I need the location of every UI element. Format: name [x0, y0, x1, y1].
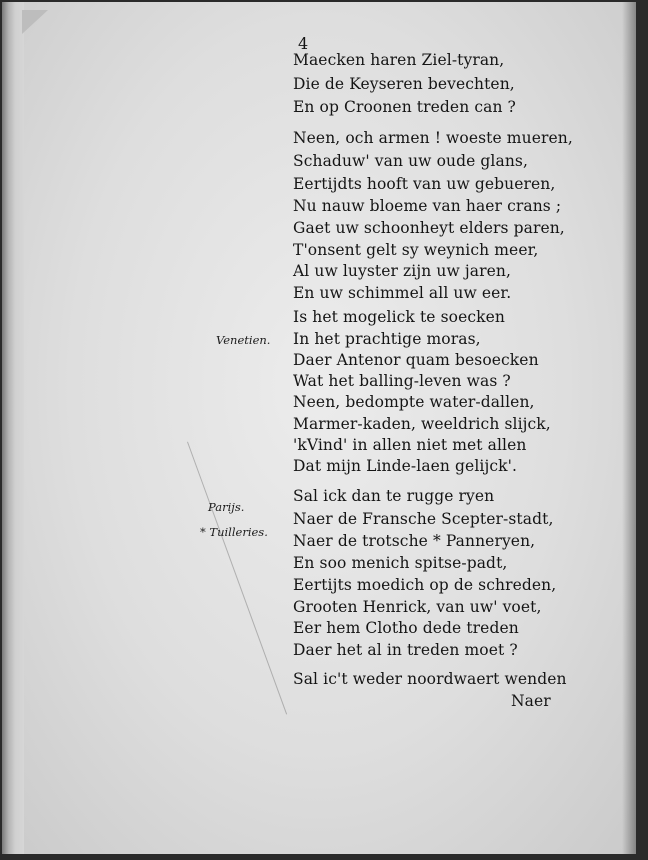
verse-line: Is het mogelick te soecken: [293, 308, 505, 326]
verse-line: Naer de Fransche Scepter-stadt,: [293, 510, 554, 528]
verse-line: Daer Antenor quam besoecken: [293, 351, 539, 369]
catchword: Naer: [511, 692, 551, 710]
verse-line: Sal ic't weder noordwaert wenden: [293, 670, 567, 688]
verse-line: Nu nauw bloeme van haer crans ;: [293, 197, 562, 215]
margin-note-parijs: Parijs.: [208, 500, 245, 514]
verse-line: Neen, bedompte water-dallen,: [293, 393, 535, 411]
verse-line: Dat mijn Linde-laen gelijck'.: [293, 457, 518, 475]
book-page: [2, 2, 636, 854]
verse-line: Eer hem Clotho dede treden: [293, 619, 519, 637]
paper-crease: [187, 442, 287, 715]
margin-note-venetien: Venetien.: [216, 333, 271, 347]
verse-line: En op Croonen treden can ?: [293, 98, 516, 116]
margin-note-tuilleries: * Tuilleries.: [200, 525, 268, 539]
verse-line: Marmer-kaden, weeldrich slijck,: [293, 415, 551, 433]
page-number: 4: [298, 34, 309, 53]
folded-corner: [22, 10, 48, 34]
verse-line: Naer de trotsche * Panneryen,: [293, 532, 536, 550]
verse-line: Daer het al in treden moet ?: [293, 641, 518, 659]
verse-line: Die de Keyseren bevechten,: [293, 75, 515, 93]
verse-line: Grooten Henrick, van uw' voet,: [293, 598, 542, 616]
verse-line: Eertijts moedich op de schreden,: [293, 576, 557, 594]
verse-line: Schaduw' van uw oude glans,: [293, 152, 528, 170]
verse-line: Maecken haren Ziel-tyran,: [293, 51, 505, 69]
verse-line: Sal ick dan te rugge ryen: [293, 487, 495, 505]
verse-line: Neen, och armen ! woeste mueren,: [293, 129, 573, 147]
verse-line: En soo menich spitse-padt,: [293, 554, 508, 572]
verse-line: Eertijdts hooft van uw gebueren,: [293, 175, 556, 193]
verse-line: Gaet uw schoonheyt elders paren,: [293, 219, 565, 237]
verse-line: Wat het balling-leven was ?: [293, 372, 511, 390]
verse-line: In het prachtige moras,: [293, 330, 481, 348]
verse-line: En uw schimmel all uw eer.: [293, 284, 512, 302]
verse-line: Al uw luyster zijn uw jaren,: [293, 262, 511, 280]
verse-line: 'kVind' in allen niet met allen: [293, 436, 527, 454]
book-spine: [2, 2, 24, 854]
verse-line: T'onsent gelt sy weynich meer,: [293, 241, 539, 259]
page-edge-shadow: [622, 2, 636, 854]
